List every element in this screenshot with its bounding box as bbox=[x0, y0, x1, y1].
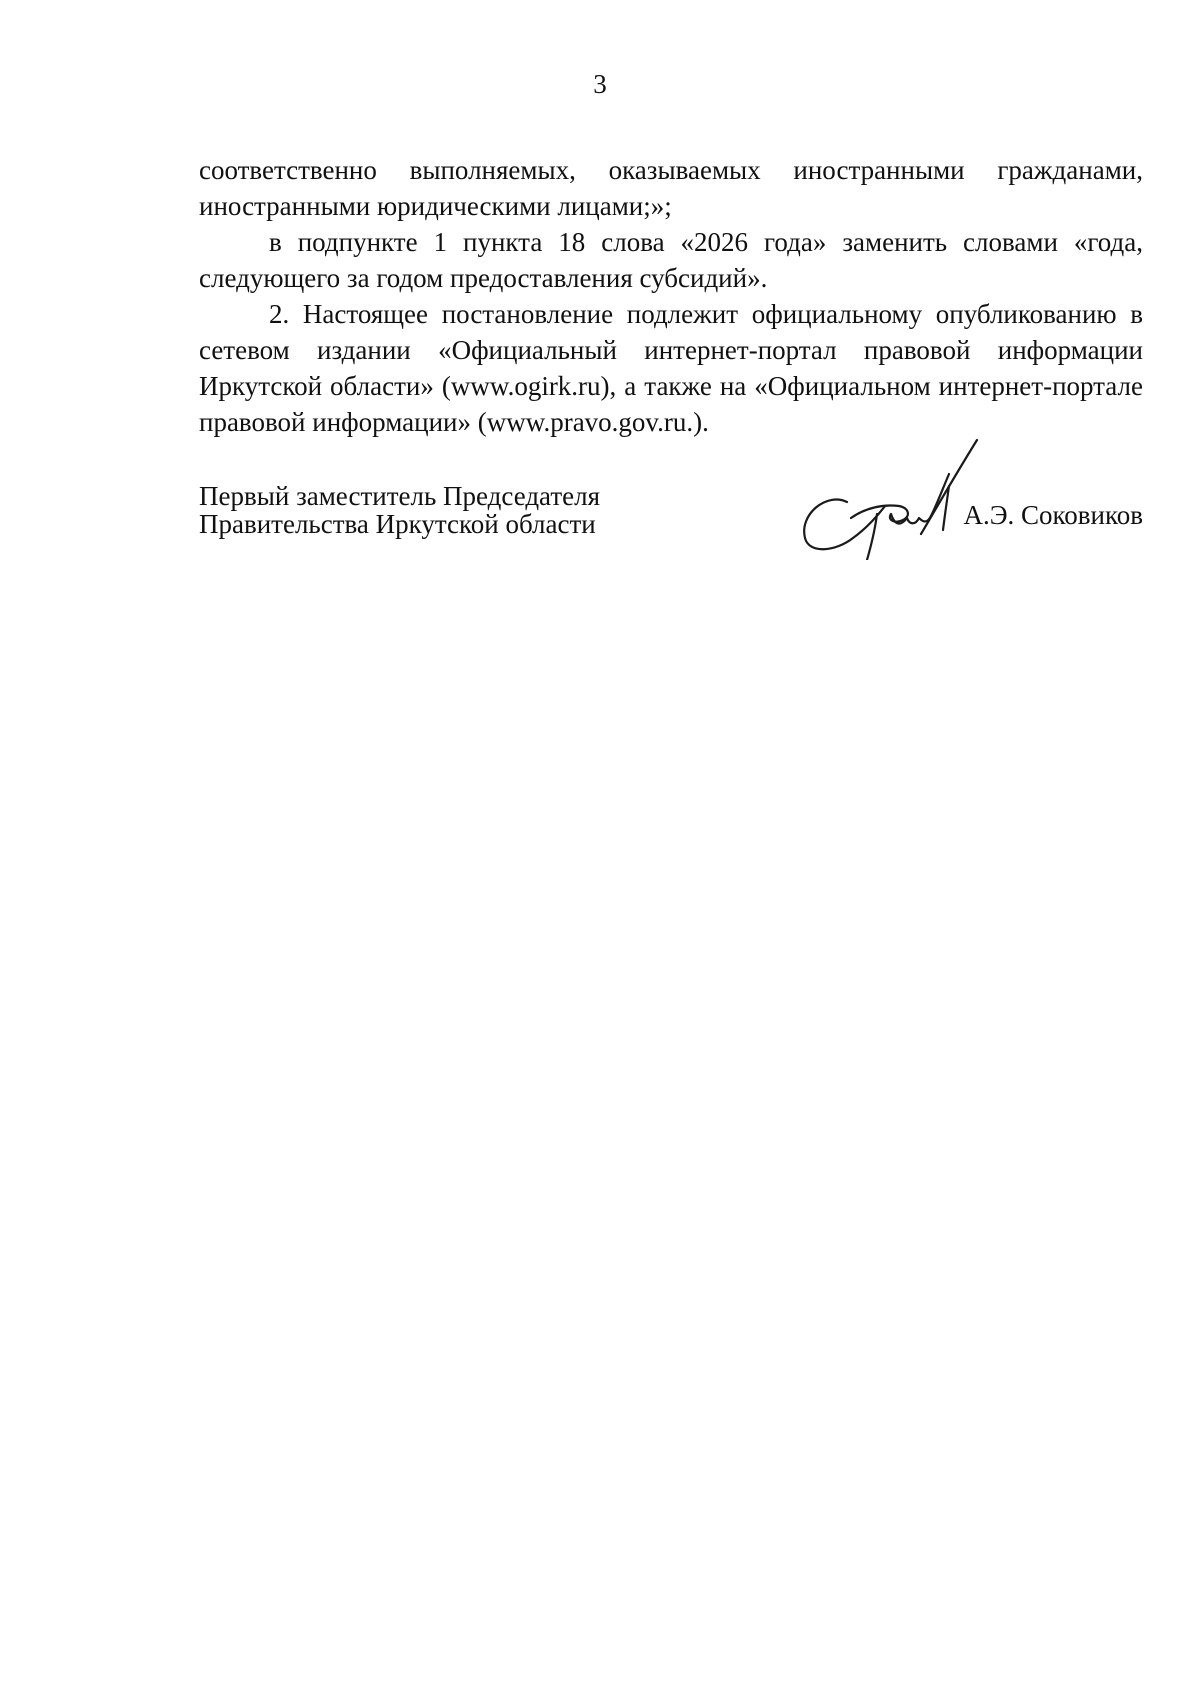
handwritten-signature-icon bbox=[791, 434, 991, 560]
document-body bbox=[199, 152, 1143, 440]
signer-title bbox=[199, 482, 600, 538]
signer-title-line-2: Правительства Иркутской области bbox=[199, 509, 596, 539]
signer-title-line-1: Первый заместитель Председателя bbox=[199, 481, 601, 511]
signature-block bbox=[199, 482, 1143, 572]
signer-name: А.Э. Соковиков bbox=[963, 500, 1143, 530]
paragraph-amendment: в подпункте 1 пункта 18 слова «2026 года» заменить словами «года, следующего за годом предоставления субсидий». bbox=[199, 227, 1143, 293]
paragraph-continuation: соответственно выполняемых, оказываемых иностранными гражданами, иностранными юридическими лицами;»; bbox=[199, 155, 1143, 221]
paragraph-publication: 2. Настоящее постановление подлежит официальному опубликованию в сетевом издании «Официальный интернет-портал правовой информации Иркутской области» (www.ogirk.ru), а также на «Официальном интернет-портале правовой информации» (www.pravo.gov.ru.). bbox=[199, 299, 1143, 437]
page-number: 3 bbox=[593, 69, 607, 99]
